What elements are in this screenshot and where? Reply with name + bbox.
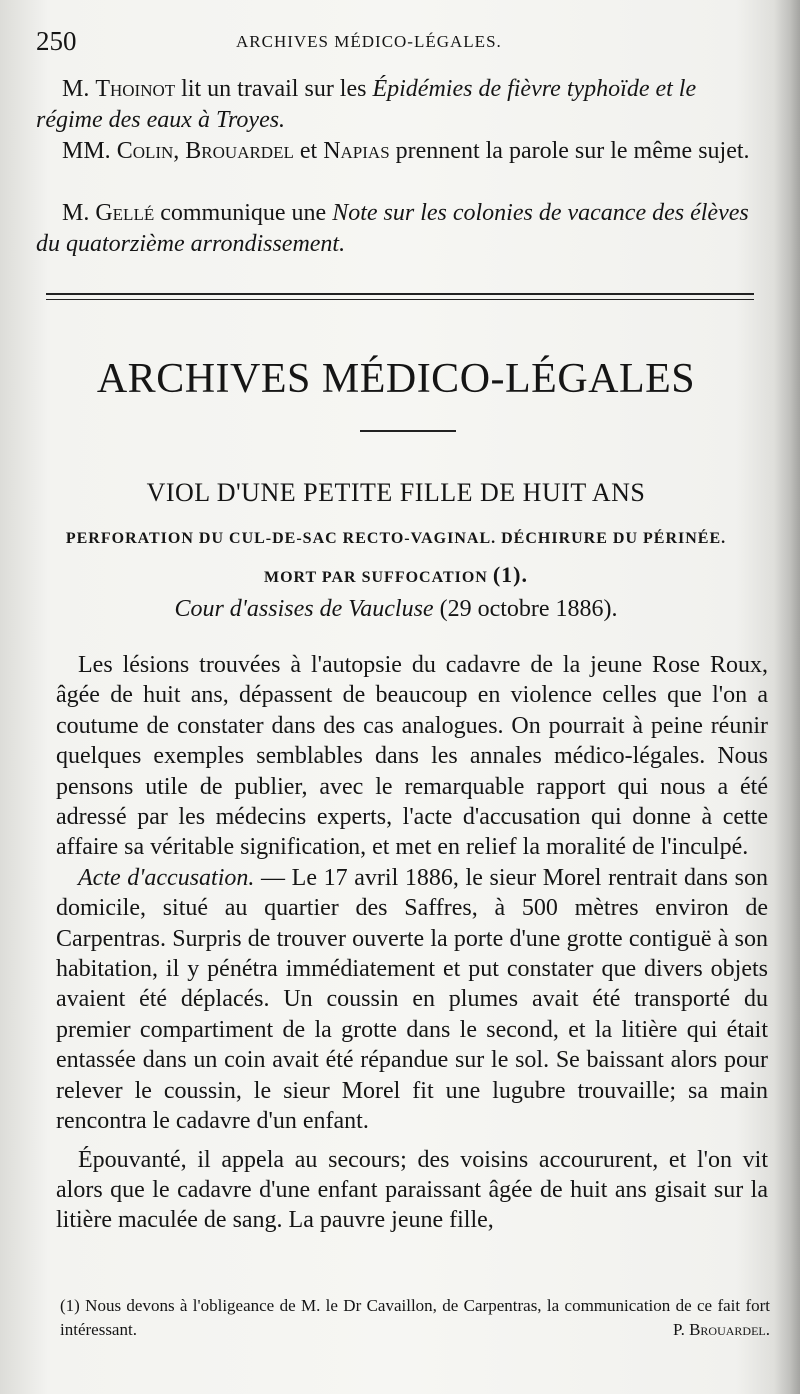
court-date: (29 octobre 1886).	[439, 596, 618, 622]
accusation-label: Acte d'accusation.	[78, 864, 255, 891]
paragraph-accusation: Acte d'accusation. — Le 17 avril 1886, le sieur Morel rentrait dans son domicile, situé au quartier des Saffres, à 500 mètres environ de Carpentras. Surpris de trouver ouverte la porte d'une grotte contiguë à son habitation, il y pénétra immédiatement et put constater que divers objets avaient été déplacés. Un coussin en plumes avait été transporté du premier compartiment de la grotte dans le second, et la litière qui était entassée dans un coin avait été répandue sur le sol. Se baissant alors pour relever le coussin, le sieur Morel fit une lugubre trouvaille; sa main rencontra le cadavre d'un enfant.	[56, 864, 768, 1135]
page-edge-shadow	[774, 0, 800, 1394]
section-divider-thin	[46, 299, 754, 300]
court-name: Cour d'assises de Vaucluse	[174, 596, 434, 622]
section-title: ARCHIVES MÉDICO-LÉGALES	[96, 356, 696, 402]
proceeding-gelle: M. Gellé communique une Note sur les colonies de vacance des élèves du quatorzième arrondissement.	[36, 200, 749, 257]
author-name: Gellé	[95, 200, 155, 226]
running-head	[36, 26, 756, 60]
article-subtitle: PERFORATION DU CUL-DE-SAC RECTO-VAGINAL. DÉCHIRURE DU PÉRINÉE.	[65, 530, 727, 547]
footnote-signature: P. Brouardel.	[673, 1320, 770, 1339]
article-body	[56, 650, 768, 1236]
work-title: Note sur les colonies de vacance des élèves du quatorzième arrondissement.	[36, 200, 749, 257]
article-subtitle-2: MORT PAR SUFFOCATION (1).	[263, 562, 529, 587]
author-name: Colin, Brouardel	[116, 138, 294, 164]
title-underline	[360, 430, 456, 432]
work-title: Épidémies de fièvre typhoïde et le régime des eaux à Troyes.	[36, 76, 697, 133]
court-line	[36, 596, 756, 623]
paragraph-intro: Les lésions trouvées à l'autopsie du cadavre de la jeune Rose Roux, âgée de huit ans, dépassent de beaucoup en violence celles que l'on a coutume de constater dans des cas analogues. On pourrait à peine réunir quelques exemples semblables dans les annales médico-légales. Nous pensons utile de publier, avec le remarquable rapport qui nous a été adressé par les médecins experts, l'acte d'accusation qui donne à cette affaire sa véritable signification, et met en relief la moralité de l'inculpé.	[56, 652, 768, 861]
footnote-ref: (1).	[492, 562, 529, 587]
page-number: 250	[36, 26, 77, 56]
section-divider	[46, 293, 754, 295]
footnote	[60, 1294, 770, 1342]
footnote-text: (1) Nous devons à l'obligeance de M. le Dr Cavaillon, de Carpentras, la communication de ce fait fort intéressant.	[60, 1296, 770, 1339]
running-title: ARCHIVES MÉDICO-LÉGALES.	[236, 32, 502, 51]
author-name: Napias	[323, 138, 390, 164]
proceeding-colin: MM. Colin, Brouardel et Napias prennent la parole sur le même sujet.	[62, 138, 750, 164]
paragraph-discovery: Épouvanté, il appela au secours; des voisins accoururent, et l'on vit alors que le cadavre d'une enfant paraissant âgée de huit ans gisait sur la litière maculée de sang. La pauvre jeune fille,	[56, 1146, 768, 1234]
article-title: VIOL D'UNE PETITE FILLE DE HUIT ANS	[146, 478, 646, 507]
proceeding-thoinot: M. Thoinot lit un travail sur les Épidémies de fièvre typhoïde et le régime des eaux à Troyes.	[36, 76, 697, 133]
author-name: Thoinot	[95, 76, 176, 102]
